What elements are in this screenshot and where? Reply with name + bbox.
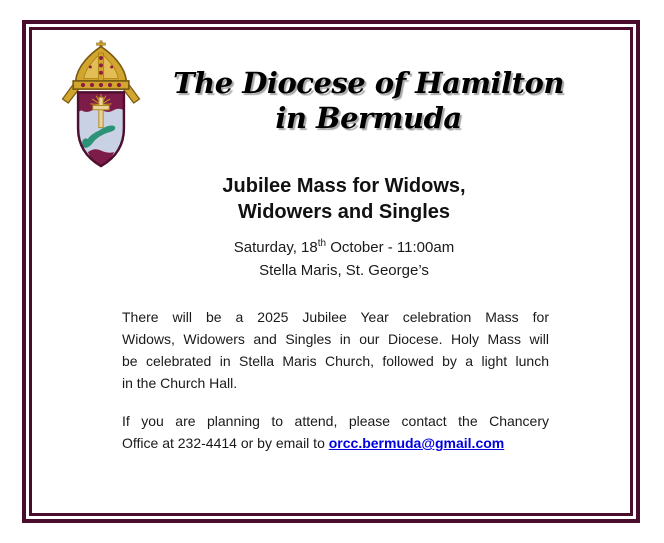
page-title: [147, 30, 590, 136]
title-line1: The Diocese of Hamilton: [173, 66, 564, 100]
body-paragraph-2: [122, 410, 549, 454]
contact-line: [122, 432, 549, 454]
crest-shield: [78, 92, 124, 166]
contact-line-prefix: Office at 232-4414 or by email to: [122, 435, 329, 451]
event-date-ordinal: th: [317, 238, 327, 249]
event-date-prefix: Saturday, 18: [233, 239, 318, 256]
event-heading-line1: Jubilee Mass for Widows,: [222, 175, 466, 197]
body-line: There will be a 2025 Jubilee Year celebration Mass for: [122, 309, 549, 325]
body-line: be celebrated in Stella Maris Church, followed by a light lunch: [122, 353, 549, 369]
body-line: in the Church Hall.: [122, 375, 238, 391]
body-line: If you are planning to attend, please contact the Chancery: [122, 413, 549, 429]
event-when: [58, 236, 630, 282]
title-line2: in Bermuda: [275, 101, 462, 135]
diocese-crest-icon: [60, 40, 142, 171]
body-paragraph-1: [122, 306, 549, 394]
bishop-mitre: [73, 41, 129, 89]
event-location: Stella Maris, St. George’s: [259, 262, 429, 279]
event-details: [32, 173, 630, 282]
body-line: Widows, Widowers and Singles in our Diocese. Holy Mass will: [122, 331, 549, 347]
decorative-border: [22, 20, 640, 523]
event-heading: [58, 173, 630, 225]
event-date: [58, 236, 630, 259]
email-link[interactable]: orcc.bermuda@gmail.com: [328, 435, 505, 451]
event-date-suffix: October - 11:00am: [326, 239, 455, 256]
decorative-border-inner: [29, 27, 633, 516]
event-heading-line2: Widowers and Singles: [237, 201, 451, 223]
